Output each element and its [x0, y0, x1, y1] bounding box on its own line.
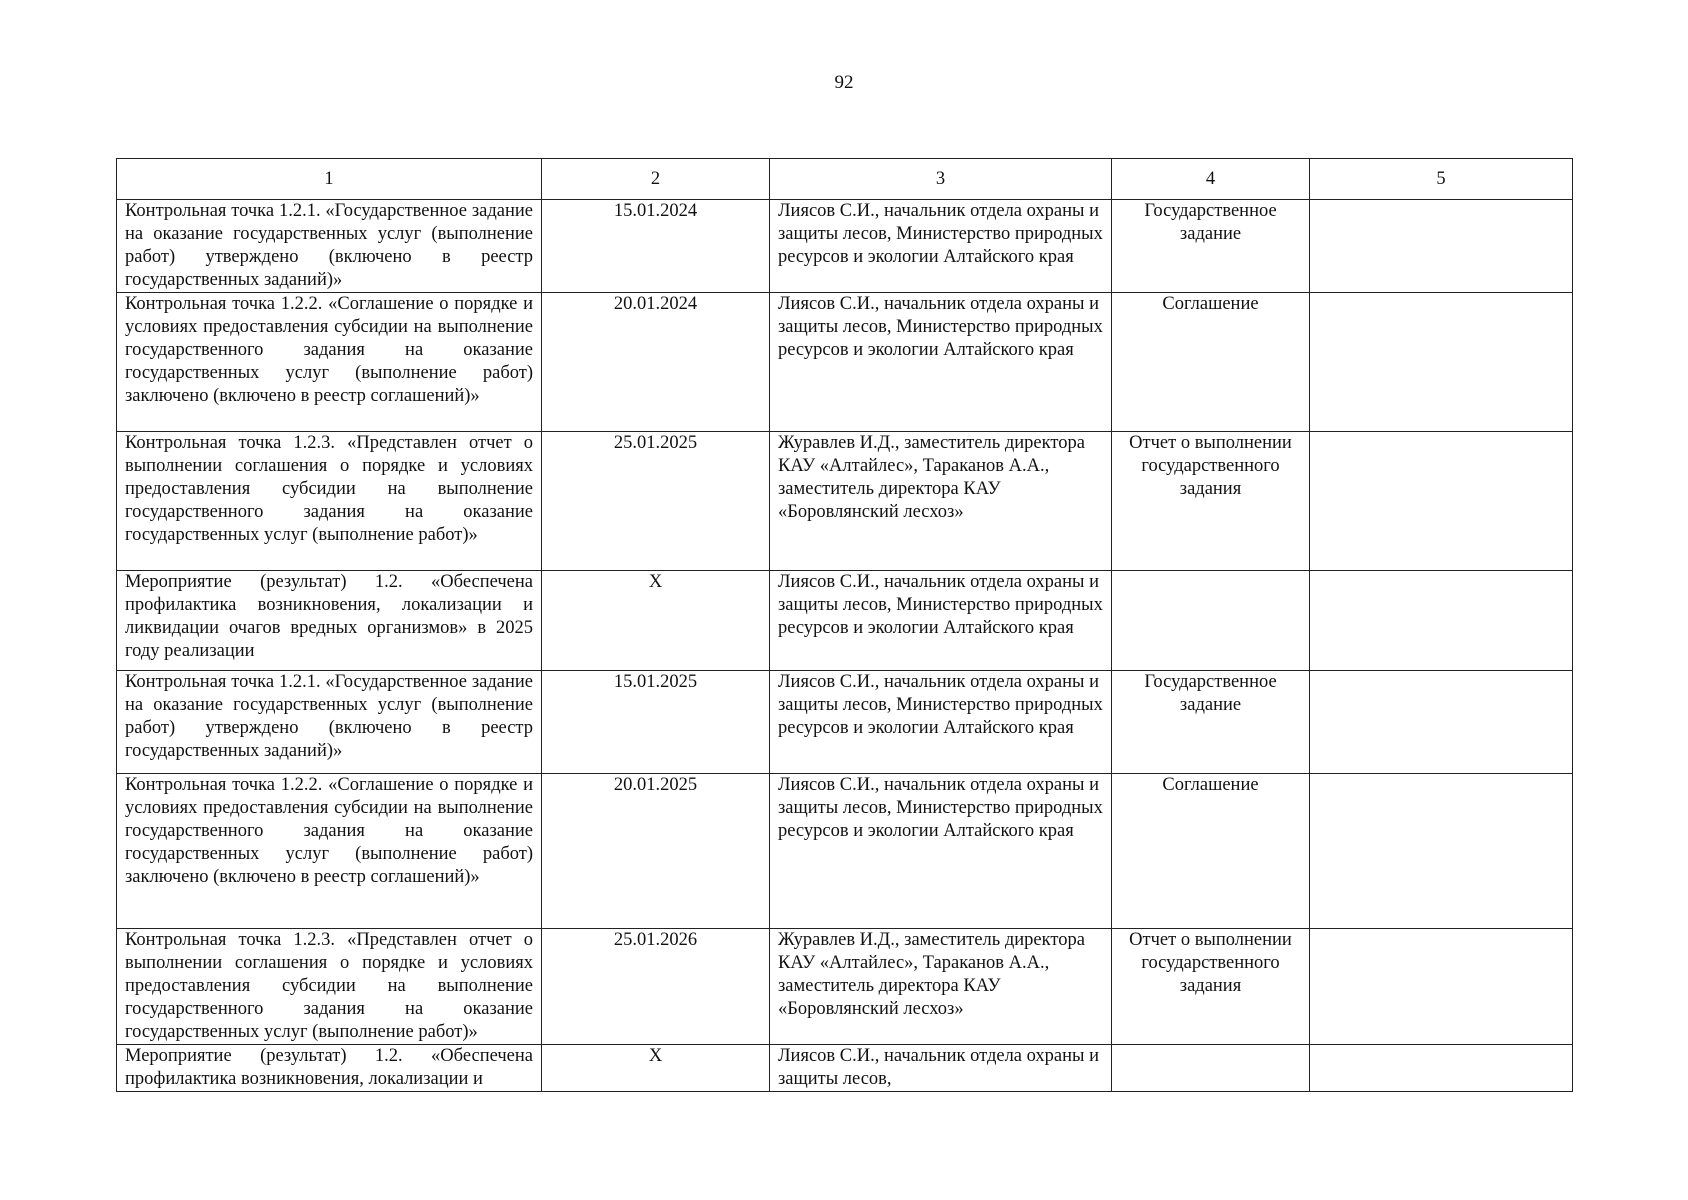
cell-document: Отчет о выполнении государственного задания [1112, 432, 1310, 571]
cell-description: Контрольная точка 1.2.1. «Государственное задание на оказание государственных услуг (выполнение работ) утверждено (включено в реестр государственных заданий)» [117, 200, 542, 293]
table-header [117, 159, 1573, 200]
column-header-1: 1 [117, 159, 542, 200]
table-row [117, 571, 1573, 671]
cell-date: 25.01.2026 [542, 929, 770, 1045]
cell-date: Х [542, 1045, 770, 1092]
cell-date: Х [542, 571, 770, 671]
cell-document [1112, 571, 1310, 671]
cell-responsible: Лиясов С.И., начальник отдела охраны и защиты лесов, [770, 1045, 1112, 1092]
cell-document: Государственное задание [1112, 671, 1310, 774]
column-header-2: 2 [542, 159, 770, 200]
cell-description: Контрольная точка 1.2.1. «Государственное задание на оказание государственных услуг (выполнение работ) утверждено (включено в реестр государственных заданий)» [117, 671, 542, 774]
cell-responsible: Журавлев И.Д., заместитель директора КАУ «Алтайлес», Тараканов А.А., заместитель директора КАУ «Боровлянский лесхоз» [770, 432, 1112, 571]
cell-responsible: Лиясов С.И., начальник отдела охраны и защиты лесов, Министерство природных ресурсов и экологии Алтайского края [770, 774, 1112, 929]
table-row [117, 774, 1573, 929]
cell-date: 15.01.2025 [542, 671, 770, 774]
cell-column-5 [1310, 293, 1573, 432]
cell-description: Мероприятие (результат) 1.2. «Обеспечена профилактика возникновения, локализации и [117, 1045, 542, 1092]
cell-column-5 [1310, 432, 1573, 571]
cell-document: Соглашение [1112, 293, 1310, 432]
column-header-4: 4 [1112, 159, 1310, 200]
table-row [117, 293, 1573, 432]
cell-column-5 [1310, 571, 1573, 671]
cell-column-5 [1310, 929, 1573, 1045]
cell-description: Контрольная точка 1.2.2. «Соглашение о порядке и условиях предоставления субсидии на выполнение государственного задания на оказание государственных услуг (выполнение работ) заключено (включено в реестр соглашений)» [117, 774, 542, 929]
cell-date: 25.01.2025 [542, 432, 770, 571]
schedule-table [116, 158, 1573, 1092]
cell-description: Контрольная точка 1.2.3. «Представлен отчет о выполнении соглашения о порядке и условиях предоставления субсидии на выполнение государственного задания на оказание государственных услуг (выполнение работ)» [117, 432, 542, 571]
table-body [117, 200, 1573, 1092]
cell-description: Мероприятие (результат) 1.2. «Обеспечена профилактика возникновения, локализации и ликвидации очагов вредных организмов» в 2025 году реализации [117, 571, 542, 671]
cell-date: 20.01.2025 [542, 774, 770, 929]
cell-document [1112, 1045, 1310, 1092]
header-row [117, 159, 1573, 200]
cell-responsible: Лиясов С.И., начальник отдела охраны и защиты лесов, Министерство природных ресурсов и экологии Алтайского края [770, 671, 1112, 774]
cell-document: Отчет о выполнении государственного задания [1112, 929, 1310, 1045]
cell-column-5 [1310, 774, 1573, 929]
cell-date: 15.01.2024 [542, 200, 770, 293]
cell-document: Соглашение [1112, 774, 1310, 929]
table-row [117, 1045, 1573, 1092]
cell-responsible: Журавлев И.Д., заместитель директора КАУ «Алтайлес», Тараканов А.А., заместитель директора КАУ «Боровлянский лесхоз» [770, 929, 1112, 1045]
cell-date: 20.01.2024 [542, 293, 770, 432]
cell-column-5 [1310, 671, 1573, 774]
cell-document: Государственное задание [1112, 200, 1310, 293]
cell-responsible: Лиясов С.И., начальник отдела охраны и защиты лесов, Министерство природных ресурсов и экологии Алтайского края [770, 293, 1112, 432]
column-header-3: 3 [770, 159, 1112, 200]
table-row [117, 432, 1573, 571]
cell-description: Контрольная точка 1.2.3. «Представлен отчет о выполнении соглашения о порядке и условиях предоставления субсидии на выполнение государственного задания на оказание государственных услуг (выполнение работ)» [117, 929, 542, 1045]
page-number: 92 [834, 72, 854, 93]
table-row [117, 929, 1573, 1045]
cell-responsible: Лиясов С.И., начальник отдела охраны и защиты лесов, Министерство природных ресурсов и экологии Алтайского края [770, 571, 1112, 671]
table-row [117, 671, 1573, 774]
cell-description: Контрольная точка 1.2.2. «Соглашение о порядке и условиях предоставления субсидии на выполнение государственного задания на оказание государственных услуг (выполнение работ) заключено (включено в реестр соглашений)» [117, 293, 542, 432]
cell-responsible: Лиясов С.И., начальник отдела охраны и защиты лесов, Министерство природных ресурсов и экологии Алтайского края [770, 200, 1112, 293]
column-header-5: 5 [1310, 159, 1573, 200]
cell-column-5 [1310, 1045, 1573, 1092]
table-row [117, 200, 1573, 293]
cell-column-5 [1310, 200, 1573, 293]
